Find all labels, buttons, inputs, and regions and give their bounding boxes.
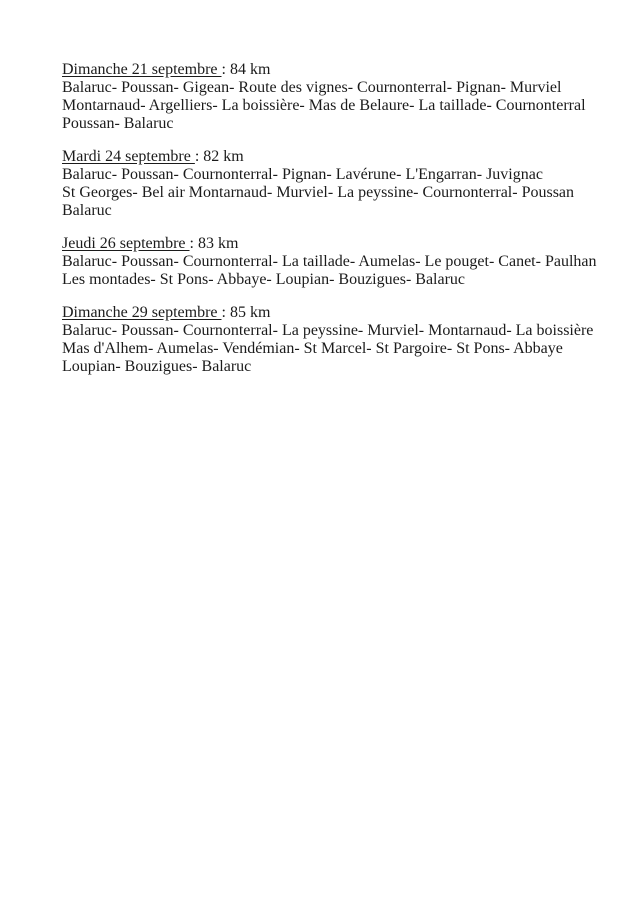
section-date: Dimanche 29 septembre: [62, 304, 222, 321]
route-section-29-september: [62, 304, 596, 376]
section-distance: : 83 km: [189, 235, 239, 252]
route-line: Les montades- St Pons- Abbaye- Loupian- Bouzigues- Balaruc: [62, 271, 466, 288]
section-heading: [62, 304, 596, 322]
route-line: Balaruc- Poussan- Cournonterral- Pignan- Lavérune- L'Engarran- Juvignac: [62, 166, 543, 183]
document-content: [62, 61, 596, 391]
section-heading: [62, 61, 596, 79]
section-distance: : 82 km: [194, 148, 244, 165]
route-line: Mas d'Alhem- Aumelas- Vendémian- St Marcel- St Pargoire- St Pons- Abbaye: [62, 340, 563, 357]
section-distance: : 84 km: [221, 61, 271, 78]
section-heading: [62, 235, 596, 253]
route-line: Montarnaud- Argelliers- La boissière- Mas de Belaure- La taillade- Cournonterral: [62, 97, 586, 114]
section-date: Mardi 24 septembre: [62, 148, 195, 165]
section-date: Jeudi 26 septembre: [62, 235, 190, 252]
route-line: Balaruc- Poussan- Cournonterral- La peyssine- Murviel- Montarnaud- La boissière: [62, 322, 594, 339]
route-section-24-september: [62, 148, 596, 220]
route-section-21-september: [62, 61, 596, 133]
route-section-26-september: [62, 235, 596, 289]
route-line: Balaruc: [62, 202, 112, 219]
route-line: Loupian- Bouzigues- Balaruc: [62, 358, 252, 375]
section-heading: [62, 148, 596, 166]
section-date: Dimanche 21 septembre: [62, 61, 222, 78]
route-line: Balaruc- Poussan- Gigean- Route des vignes- Cournonterral- Pignan- Murviel: [62, 79, 562, 96]
section-distance: : 85 km: [221, 304, 271, 321]
route-line: Balaruc- Poussan- Cournonterral- La taillade- Aumelas- Le pouget- Canet- Paulhan: [62, 253, 597, 270]
route-line: Poussan- Balaruc: [62, 115, 174, 132]
route-line: St Georges- Bel air Montarnaud- Murviel- La peyssine- Cournonterral- Poussan: [62, 184, 575, 201]
